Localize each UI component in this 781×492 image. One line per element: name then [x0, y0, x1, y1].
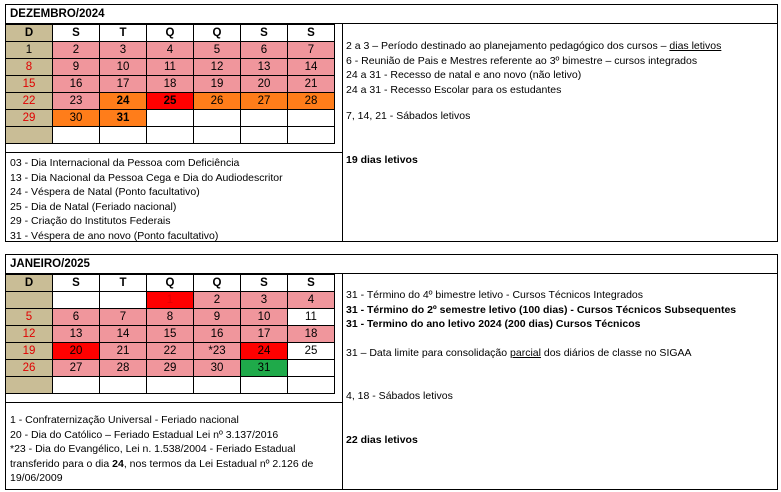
total-days: 19 dias letivos [346, 154, 418, 166]
day-cell [147, 110, 194, 127]
week-row [6, 343, 335, 360]
note: 03 - Dia Internacional da Pessoa com Deficiência [10, 157, 240, 169]
weekday-header: S [288, 25, 335, 42]
weekday-header: D [6, 275, 53, 292]
day-cell: 10 [100, 59, 147, 76]
week-row [6, 93, 335, 110]
day-cell: 14 [100, 326, 147, 343]
day-cell [6, 292, 53, 309]
day-cell: 29 [6, 110, 53, 127]
weekday-header-row [6, 275, 335, 292]
day-cell: 29 [147, 360, 194, 377]
week-row [6, 377, 335, 394]
day-cell [147, 127, 194, 144]
day-cell: 9 [53, 59, 100, 76]
day-cell: 13 [53, 326, 100, 343]
day-cell: 4 [147, 42, 194, 59]
weekday-header: T [100, 25, 147, 42]
week-row [6, 59, 335, 76]
day-cell: *23 [194, 343, 241, 360]
weekday-header: S [53, 275, 100, 292]
day-cell: 27 [241, 93, 288, 110]
day-cell: 3 [241, 292, 288, 309]
day-cell: 19 [194, 76, 241, 93]
day-cell: 9 [194, 309, 241, 326]
weekday-header: Q [194, 25, 241, 42]
january-calendar [5, 254, 778, 490]
weekday-header: S [288, 275, 335, 292]
day-cell [147, 377, 194, 394]
day-cell: 6 [241, 42, 288, 59]
day-cell: 2 [194, 292, 241, 309]
day-cell [194, 110, 241, 127]
day-cell [194, 377, 241, 394]
day-cell: 8 [6, 59, 53, 76]
note: 31 - Véspera de ano novo (Ponto facultativo) [10, 229, 219, 242]
weekday-header: D [6, 25, 53, 42]
day-cell: 7 [288, 42, 335, 59]
day-cell: 1 [147, 292, 194, 309]
day-cell: 12 [6, 326, 53, 343]
december-calendar [5, 4, 778, 242]
day-cell: 8 [147, 309, 194, 326]
day-cell [100, 377, 147, 394]
day-cell [53, 127, 100, 144]
note: 13 - Dia Nacional da Pessoa Cega e Dia do Audiodescritor [10, 171, 283, 184]
day-cell: 16 [194, 326, 241, 343]
day-cell: 7 [100, 309, 147, 326]
day-cell: 18 [288, 326, 335, 343]
day-cell: 1 [6, 42, 53, 59]
day-cell [241, 377, 288, 394]
week-row [6, 292, 335, 309]
day-cell [241, 127, 288, 144]
day-cell: 24 [241, 343, 288, 360]
note: transferido para o dia 24, nos termos da Lei Estadual nº 2.126 de [10, 457, 314, 470]
week-row [6, 42, 335, 59]
week-row [6, 76, 335, 93]
day-cell: 18 [147, 76, 194, 93]
day-cell: 17 [100, 76, 147, 93]
day-cell: 3 [100, 42, 147, 59]
day-cell: 15 [6, 76, 53, 93]
saturdays-note: 7, 14, 21 - Sábados letivos [346, 110, 471, 122]
weekday-header: T [100, 275, 147, 292]
day-cell: 13 [241, 59, 288, 76]
events-list [346, 288, 736, 332]
day-cell [6, 127, 53, 144]
week-row [6, 326, 335, 343]
event: 24 a 31 - Recesso de natal e ano novo (não letivo) [346, 69, 582, 81]
day-cell: 30 [53, 110, 100, 127]
event: 31 - Término do 2º semestre letivo (100 dias) - Cursos Técnicos Subsequentes [346, 303, 737, 316]
month-title: DEZEMBRO/2024 [6, 5, 777, 24]
note: 25 - Dia de Natal (Feriado nacional) [10, 200, 177, 213]
day-cell: 10 [241, 309, 288, 326]
note: 24 - Véspera de Natal (Ponto facultativo) [10, 186, 200, 198]
day-cell: 20 [53, 343, 100, 360]
day-cell: 24 [100, 93, 147, 110]
holiday-notes [6, 402, 342, 490]
day-cell [288, 127, 335, 144]
weekday-header: S [53, 25, 100, 42]
day-cell: 20 [241, 76, 288, 93]
day-cell: 17 [241, 326, 288, 343]
day-cell: 14 [288, 59, 335, 76]
day-cell: 5 [6, 309, 53, 326]
day-cell: 22 [6, 93, 53, 110]
day-cell: 25 [288, 343, 335, 360]
week-row [6, 110, 335, 127]
saturdays-note: 4, 18 - Sábados letivos [346, 390, 453, 402]
day-cell: 11 [288, 309, 335, 326]
day-cell [100, 127, 147, 144]
note: 1 - Confraternização Universal - Feriado nacional [10, 414, 239, 426]
weekday-header: Q [147, 275, 194, 292]
calendar-grid [5, 24, 335, 144]
day-cell [241, 110, 288, 127]
event: 31 - Termino do ano letivo 2024 (200 dias) Cursos Técnicos [346, 318, 641, 330]
week-row [6, 127, 335, 144]
note: 29 - Criação do Institutos Federais [10, 215, 171, 227]
day-cell [100, 292, 147, 309]
weekday-header: S [241, 275, 288, 292]
weekday-header-row [6, 25, 335, 42]
day-cell: 28 [100, 360, 147, 377]
day-cell: 15 [147, 326, 194, 343]
holiday-notes [6, 152, 342, 242]
deadline-note: 31 – Data limite para consolidação parcial dos diários de classe no SIGAA [346, 347, 692, 359]
note: 19/06/2009 [10, 472, 63, 484]
day-cell: 16 [53, 76, 100, 93]
day-cell [194, 127, 241, 144]
day-cell: 26 [194, 93, 241, 110]
event: 24 a 31 - Recesso Escolar para os estudantes [346, 83, 562, 96]
day-cell: 21 [288, 76, 335, 93]
total-days: 22 dias letivos [346, 434, 418, 446]
divider [342, 274, 343, 489]
week-row [6, 360, 335, 377]
day-cell: 23 [53, 93, 100, 110]
day-cell [288, 377, 335, 394]
day-cell: 28 [288, 93, 335, 110]
events-list [346, 39, 721, 97]
day-cell [288, 110, 335, 127]
day-cell: 11 [147, 59, 194, 76]
note: 20 - Dia do Católico – Feriado Estadual Lei nº 3.137/2016 [10, 428, 279, 441]
day-cell [53, 377, 100, 394]
week-row [6, 309, 335, 326]
day-cell: 4 [288, 292, 335, 309]
day-cell: 26 [6, 360, 53, 377]
event: 31 - Término do 4º bimestre letivo - Cursos Técnicos Integrados [346, 289, 643, 301]
day-cell: 27 [53, 360, 100, 377]
month-title: JANEIRO/2025 [6, 255, 777, 274]
day-cell: 30 [194, 360, 241, 377]
day-cell [53, 292, 100, 309]
day-cell: 25 [147, 93, 194, 110]
day-cell [288, 360, 335, 377]
weekday-header: Q [194, 275, 241, 292]
calendar-grid [5, 274, 335, 394]
event: 6 - Reunião de Pais e Mestres referente ao 3º bimestre – cursos integrados [346, 54, 698, 67]
day-cell: 19 [6, 343, 53, 360]
day-cell: 5 [194, 42, 241, 59]
day-cell: 6 [53, 309, 100, 326]
divider [342, 24, 343, 241]
day-cell: 31 [100, 110, 147, 127]
day-cell: 31 [241, 360, 288, 377]
day-cell: 21 [100, 343, 147, 360]
event: 2 a 3 – Período destinado ao planejamento pedagógico dos cursos – dias letivos [346, 40, 722, 52]
day-cell [6, 377, 53, 394]
weekday-header: S [241, 25, 288, 42]
day-cell: 12 [194, 59, 241, 76]
day-cell: 2 [53, 42, 100, 59]
day-cell: 22 [147, 343, 194, 360]
weekday-header: Q [147, 25, 194, 42]
note: *23 - Dia do Evangélico, Lei n. 1.538/2004 - Feriado Estadual [10, 443, 296, 455]
